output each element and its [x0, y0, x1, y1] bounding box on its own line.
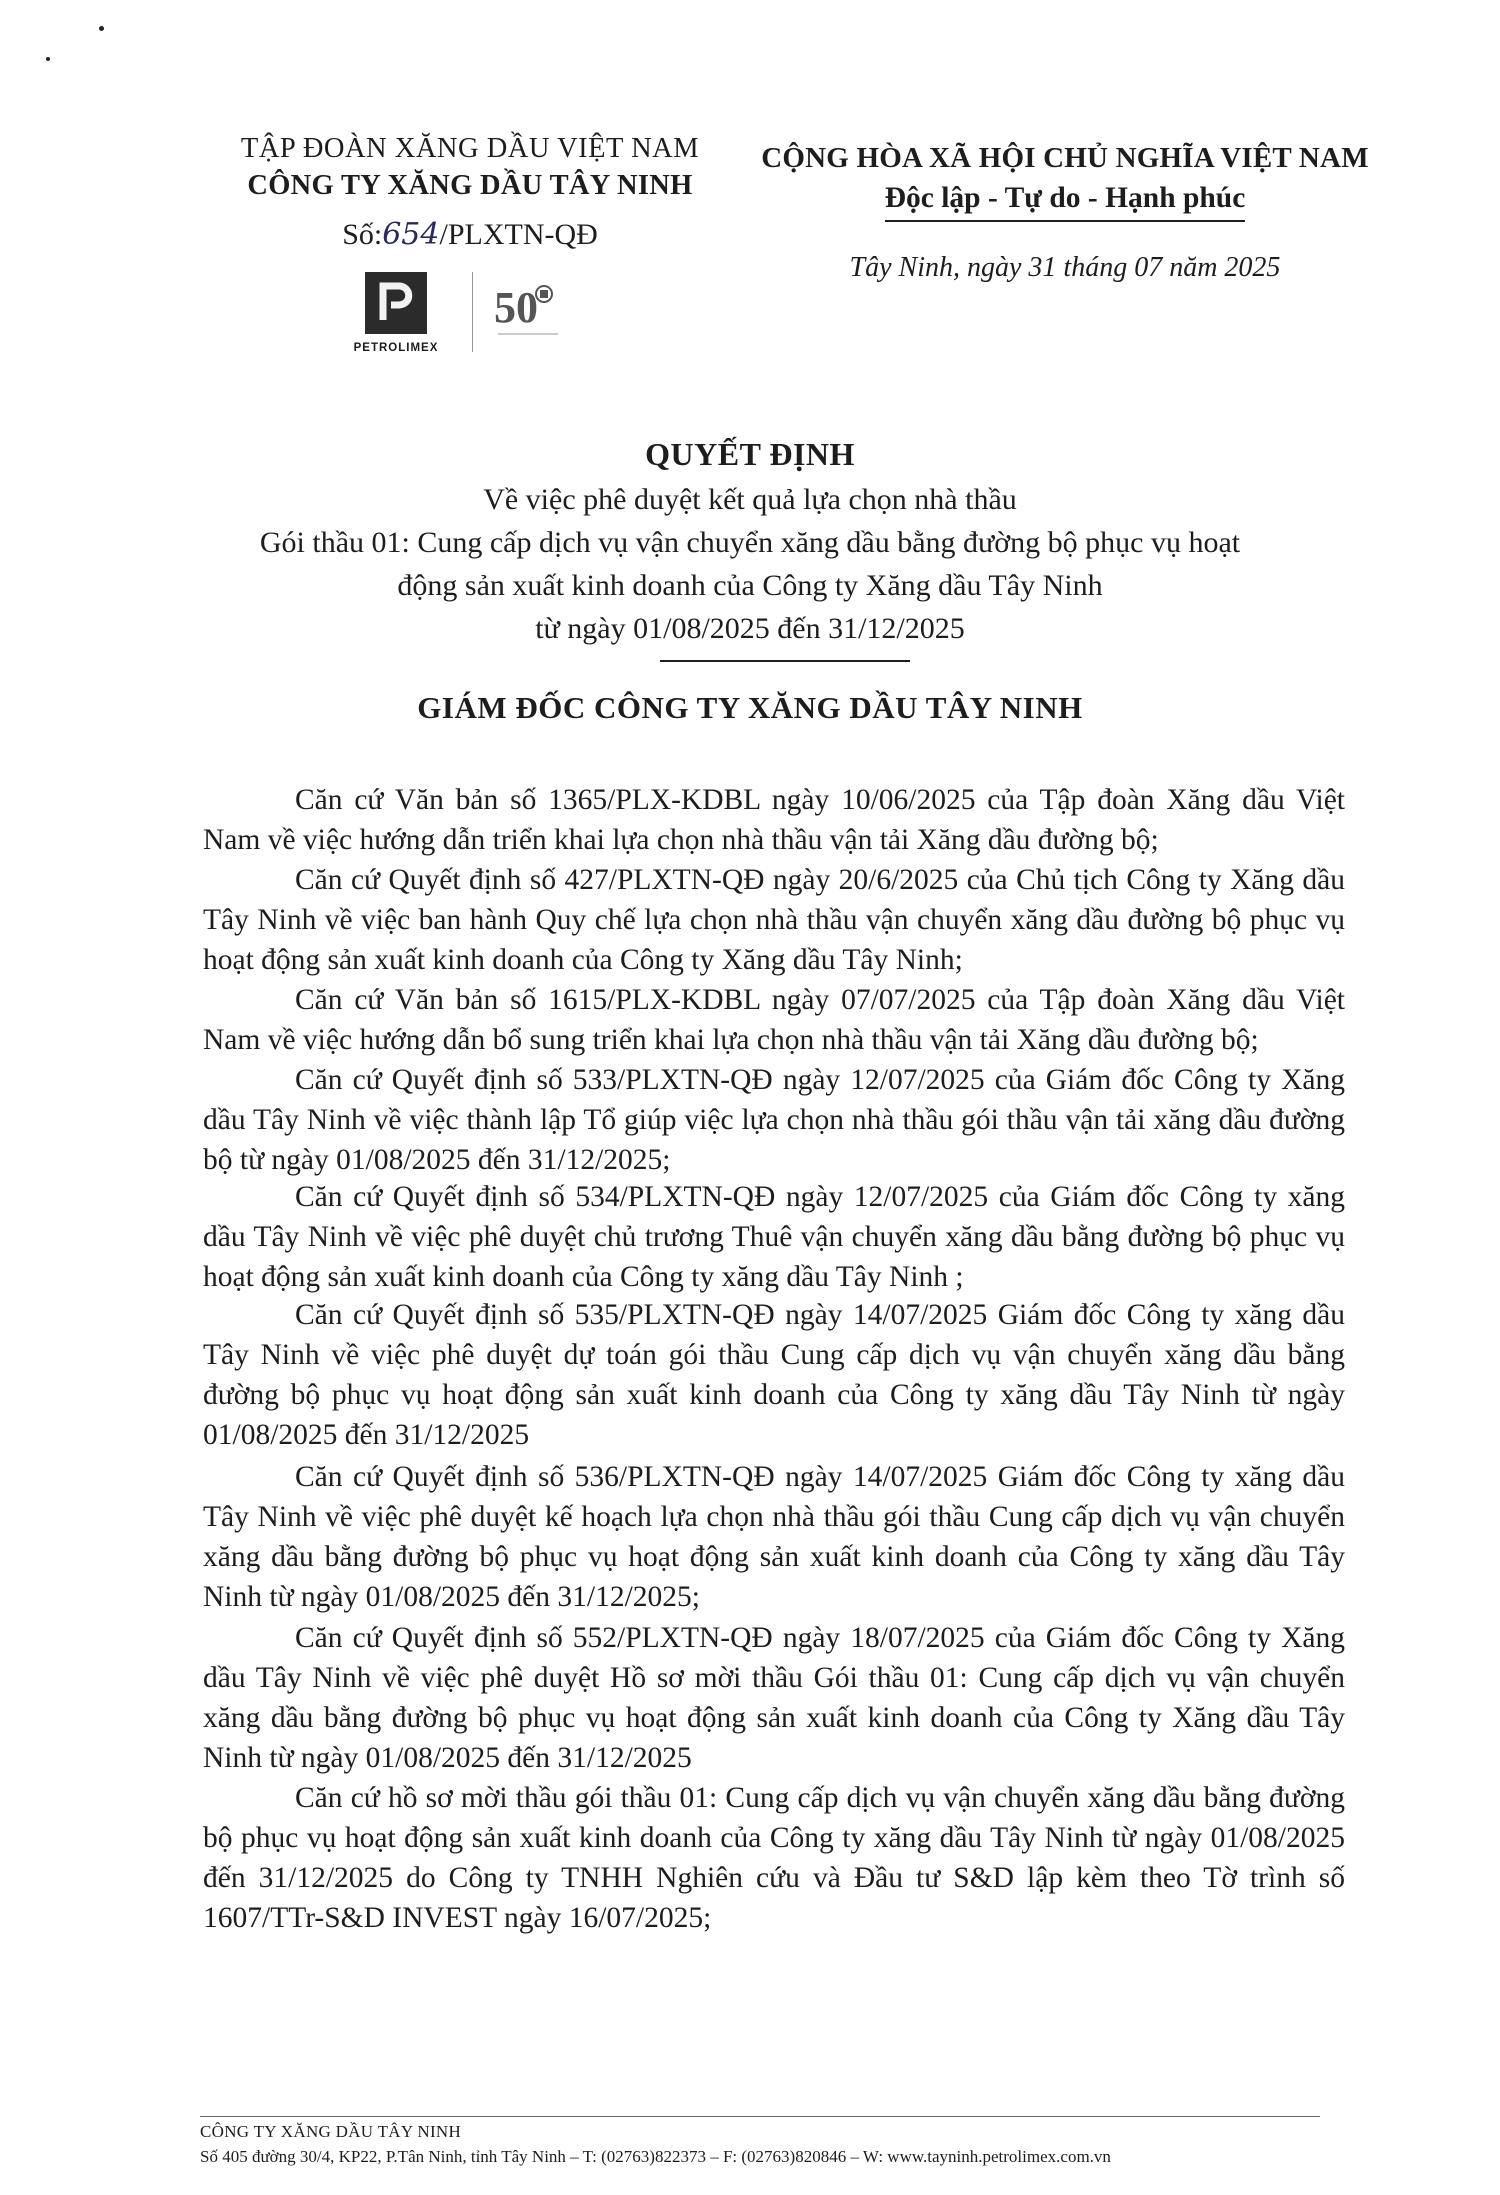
anniversary-number: 50 [494, 283, 538, 332]
petrolimex-wordmark: PETROLIMEX [353, 342, 439, 354]
national-motto: Độc lập - Tự do - Hạnh phúc [885, 178, 1246, 222]
issuer-block [205, 130, 735, 260]
legal-basis-paragraph: Căn cứ Văn bản số 1615/PLX-KDBL ngày 07/07/2025 của Tập đoàn Xăng dầu Việt Nam về việc hướng dẫn bổ sung triển khai lựa chọn nhà thầu vận tải Xăng dầu đường bộ; [203, 984, 1345, 1056]
title-underline [660, 660, 910, 662]
company-logos [340, 262, 600, 362]
country-name: CỘNG HÒA XÃ HỘI CHỦ NGHĨA VIỆT NAM [761, 142, 1369, 174]
handwritten-number: 654 [382, 217, 440, 252]
legal-basis-paragraph: Căn cứ Quyết định số 552/PLXTN-QĐ ngày 18/07/2025 của Giám đốc Công ty Xăng dầu Tây Ninh về việc phê duyệt Hồ sơ mời thầu Gói thầu 01: Cung cấp dịch vụ vận chuyển xăng dầu bằng đường bộ phục vụ hoạt động sản xuất kinh doanh của Công ty Xăng dầu Tây Ninh từ ngày 01/08/2025 đến 31/12/2025 [203, 1622, 1345, 1774]
title-subject-line-3: động sản xuất kinh doanh của Công ty Xăng dầu Tây Ninh [397, 569, 1103, 602]
footer-divider [200, 2116, 1320, 2117]
legal-basis-paragraph: Căn cứ Quyết định số 534/PLXTN-QĐ ngày 12/07/2025 của Giám đốc Công ty xăng dầu Tây Ninh về việc phê duyệt chủ trương Thuê vận chuyển xăng dầu bằng đường bộ phục vụ hoạt động sản xuất kinh doanh của Công ty xăng dầu Tây Ninh ; [203, 1181, 1345, 1293]
petrolimex-emblem-icon [365, 272, 427, 334]
national-heading [745, 138, 1385, 288]
logo-divider [472, 272, 473, 352]
legal-basis-paragraph: Căn cứ hồ sơ mời thầu gói thầu 01: Cung cấp dịch vụ vận chuyển xăng dầu bằng đường bộ phục vụ hoạt động sản xuất kinh doanh của Công ty xăng dầu Tây Ninh từ ngày 01/08/2025 đến 31/12/2025 do Công ty TNHH Nghiên cứu và Đầu tư S&D lập kèm theo Tờ trình số 1607/TTr-S&D INVEST ngày 16/07/2025; [203, 1782, 1345, 1934]
legal-basis-paragraph: Căn cứ Quyết định số 535/PLXTN-QĐ ngày 14/07/2025 Giám đốc Công ty xăng dầu Tây Ninh về việc phê duyệt dự toán gói thầu Cung cấp dịch vụ vận chuyển xăng dầu bằng đường bộ phục vụ hoạt động sản xuất kinh doanh của Công ty xăng dầu Tây Ninh từ ngày 01/08/2025 đến 31/12/2025 [203, 1299, 1345, 1451]
footer-contact-line: Số 405 đường 30/4, KP22, P.Tân Ninh, tỉnh Tây Ninh – T: (02763)822373 – F: (02763)820846 – W: www.tayninh.petrolimex.com.vn [200, 2147, 1111, 2166]
legal-basis-paragraph: Căn cứ Quyết định số 533/PLXTN-QĐ ngày 12/07/2025 của Giám đốc Công ty Xăng dầu Tây Ninh về việc thành lập Tổ giúp việc lựa chọn nhà thầu gói thầu vận tải xăng dầu đường bộ từ ngày 01/08/2025 đến 31/12/2025; [203, 1064, 1345, 1176]
scan-speck [46, 57, 50, 61]
scan-speck [99, 26, 104, 31]
document-number-prefix: Số: [342, 218, 383, 251]
document-number [205, 210, 735, 260]
title-subject-line-2: Gói thầu 01: Cung cấp dịch vụ vận chuyển xăng dầu bằng đường bộ phục vụ hoạt [259, 526, 1241, 559]
legal-basis-paragraph: Căn cứ Quyết định số 427/PLXTN-QĐ ngày 20/6/2025 của Chủ tịch Công ty Xăng dầu Tây Ninh về việc ban hành Quy chế lựa chọn nhà thầu vận chuyển xăng dầu đường bộ phục vụ hoạt động sản xuất kinh doanh của Công ty Xăng dầu Tây Ninh; [203, 864, 1345, 976]
legal-basis-paragraph: Căn cứ Quyết định số 536/PLXTN-QĐ ngày 14/07/2025 Giám đốc Công ty xăng dầu Tây Ninh về việc phê duyệt kế hoạch lựa chọn nhà thầu gói thầu Cung cấp dịch vụ vận chuyển xăng dầu bằng đường bộ phục vụ hoạt động sản xuất kinh doanh của Công ty xăng dầu Tây Ninh từ ngày 01/08/2025 đến 31/12/2025; [203, 1461, 1345, 1613]
footer-company-name: CÔNG TY XĂNG DẦU TÂY NINH [200, 2122, 462, 2141]
document-type-title: QUYẾT ĐỊNH [645, 436, 855, 472]
anniversary-logo-icon [488, 276, 578, 346]
issuing-authority: GIÁM ĐỐC CÔNG TY XĂNG DẦU TÂY NINH [417, 690, 1083, 725]
petrolimex-logo-icon [365, 272, 427, 334]
title-subject-line-4: từ ngày 01/08/2025 đến 31/12/2025 [535, 612, 965, 645]
document-number-suffix: /PLXTN-QĐ [439, 218, 598, 251]
place-and-date: Tây Ninh, ngày 31 tháng 07 năm 2025 [849, 252, 1281, 283]
issuing-company-name: CÔNG TY XĂNG DẦU TÂY NINH [247, 170, 693, 201]
legal-basis-paragraph: Căn cứ Văn bản số 1365/PLX-KDBL ngày 10/06/2025 của Tập đoàn Xăng dầu Việt Nam về việc hướng dẫn triển khai lựa chọn nhà thầu vận tải Xăng dầu đường bộ; [203, 784, 1345, 856]
parent-group-name: TẬP ĐOÀN XĂNG DẦU VIỆT NAM [240, 133, 700, 164]
title-subject-line-1: Về việc phê duyệt kết quả lựa chọn nhà thầu [483, 483, 1017, 516]
